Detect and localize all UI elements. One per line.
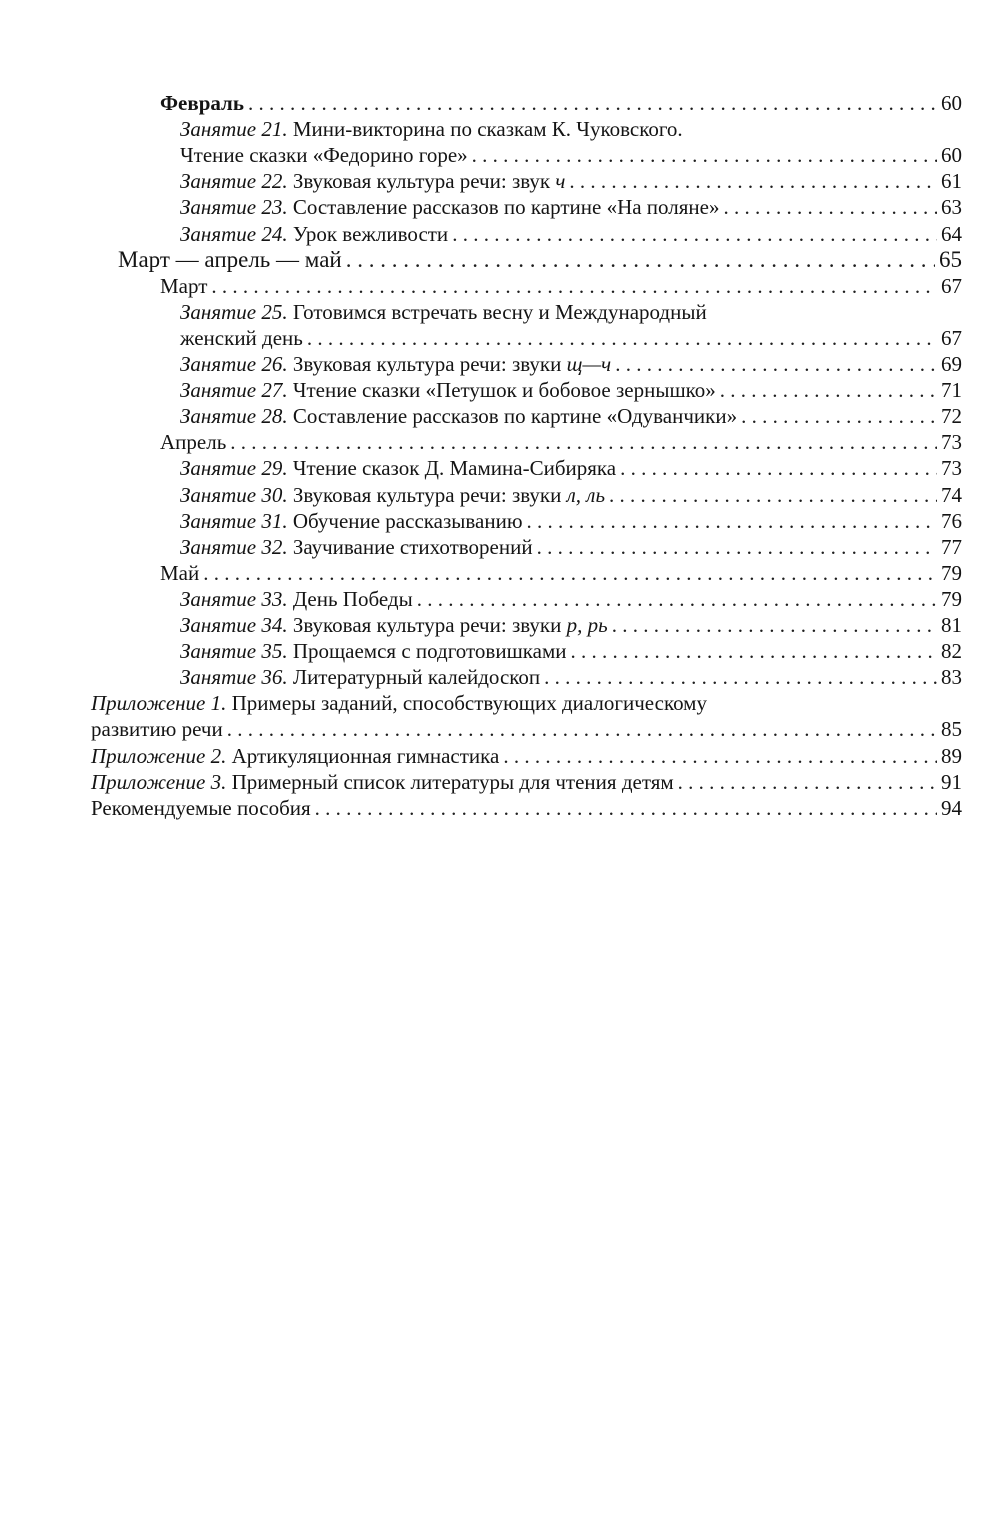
toc-row xyxy=(180,612,962,638)
dot-leader xyxy=(620,455,937,481)
dot-leader xyxy=(569,168,937,194)
toc-label: Занятие 34. xyxy=(180,613,288,637)
toc-label: Занятие 33. xyxy=(180,586,288,611)
toc-row xyxy=(91,690,962,716)
toc-title-text: Обучение рассказыванию xyxy=(292,508,523,533)
toc-row xyxy=(180,534,962,560)
toc-row xyxy=(180,377,962,403)
toc-row xyxy=(180,194,962,220)
page-number: 85 xyxy=(941,717,962,742)
toc-title-text: Апрель xyxy=(160,430,227,455)
dot-leader xyxy=(741,403,937,429)
dot-leader xyxy=(720,377,937,403)
toc-label: Занятие 31. xyxy=(180,508,288,533)
toc-row xyxy=(91,716,962,742)
toc-label: Приложение 3. xyxy=(91,769,227,794)
page-number: 89 xyxy=(941,743,962,768)
page-number: 79 xyxy=(941,586,962,611)
page-number: 61 xyxy=(941,169,962,194)
toc-row xyxy=(180,638,962,664)
page-number: 69 xyxy=(941,352,962,376)
toc-sound-emphasis: л, ль xyxy=(566,482,606,507)
toc-row xyxy=(91,769,962,795)
toc-row xyxy=(180,455,962,481)
toc-title-text: Звуковая культура речи: звуки xyxy=(292,613,567,637)
toc-title-text: Составление рассказов по картине «На поляне» xyxy=(292,195,720,220)
toc-title xyxy=(180,586,413,612)
toc-row xyxy=(180,403,962,429)
toc-title xyxy=(91,795,311,821)
toc-row xyxy=(160,273,962,299)
page-number: 67 xyxy=(941,325,962,350)
toc-title-text: Составление рассказов по картине «Одуванчики» xyxy=(292,404,738,429)
toc-label: Занятие 22. xyxy=(180,169,288,194)
page-number: 67 xyxy=(941,273,962,298)
toc-sound-emphasis: ч xyxy=(555,169,566,194)
toc-label: Занятие 23. xyxy=(180,195,288,220)
toc-title xyxy=(180,455,616,481)
toc-row xyxy=(180,221,962,247)
toc-row xyxy=(180,299,962,325)
toc-row xyxy=(91,795,962,821)
page-number: 81 xyxy=(941,613,962,637)
dot-leader xyxy=(417,586,937,612)
toc-title xyxy=(180,508,523,534)
page-number: 72 xyxy=(941,404,962,429)
toc-title-text: Примеры заданий, способствующих диалогическому xyxy=(231,691,707,716)
dot-leader xyxy=(315,795,937,821)
dot-leader xyxy=(609,482,937,508)
toc-title xyxy=(180,117,683,141)
toc-title-text: Февраль xyxy=(160,91,244,115)
dot-leader xyxy=(527,508,937,534)
toc-title xyxy=(180,612,608,638)
dot-leader xyxy=(537,534,937,560)
toc-title xyxy=(180,664,540,690)
toc-row xyxy=(180,664,962,690)
toc-row xyxy=(160,90,962,116)
toc-title-text: День Победы xyxy=(292,586,413,611)
toc-row xyxy=(180,351,962,377)
toc-title-text: женский день xyxy=(180,325,303,350)
dot-leader xyxy=(570,638,937,664)
page-number: 60 xyxy=(941,143,962,168)
dot-leader xyxy=(544,664,937,690)
page-number: 91 xyxy=(941,769,962,794)
toc-title xyxy=(180,403,737,429)
toc-title xyxy=(91,769,674,795)
toc-title xyxy=(180,221,448,247)
dot-leader xyxy=(211,273,937,299)
toc-label: Занятие 21. xyxy=(180,117,288,142)
toc-row xyxy=(180,142,962,168)
toc-label: Занятие 28. xyxy=(180,404,288,429)
toc-label: Занятие 29. xyxy=(180,456,288,481)
page-number: 71 xyxy=(941,378,962,403)
toc-title-text: Рекомендуемые пособия xyxy=(91,795,311,820)
dot-leader xyxy=(346,247,935,273)
toc-title-text: Чтение сказки «Петушок и бобовое зернышко» xyxy=(292,378,716,403)
toc-row xyxy=(118,247,962,273)
toc-title xyxy=(160,273,207,299)
toc-row xyxy=(180,325,962,351)
toc-title-text: Чтение сказки «Федорино горе» xyxy=(180,143,468,168)
toc-title xyxy=(180,325,303,351)
dot-leader xyxy=(503,743,937,769)
dot-leader xyxy=(472,142,937,168)
toc-row xyxy=(180,508,962,534)
toc-title-text: Март xyxy=(160,273,208,298)
toc-label: Приложение 1. xyxy=(91,691,227,716)
toc-label: Занятие 32. xyxy=(180,534,288,559)
page-number: 63 xyxy=(941,195,962,220)
dot-leader xyxy=(452,221,937,247)
toc-label: Занятие 27. xyxy=(180,378,288,403)
toc-row xyxy=(160,560,962,586)
toc-title-text: Артикуляционная гимнастика xyxy=(231,743,500,768)
toc-label: Приложение 2. xyxy=(91,743,227,768)
dot-leader xyxy=(307,325,937,351)
toc-title-text: Прощаемся с подготовишками xyxy=(292,639,567,664)
toc-title xyxy=(160,429,226,455)
page-number: 64 xyxy=(941,221,962,246)
page-number: 73 xyxy=(941,456,962,481)
page-number: 79 xyxy=(941,560,962,585)
page-number: 60 xyxy=(941,91,962,115)
page-number: 82 xyxy=(941,639,962,664)
page-number: 76 xyxy=(941,508,962,533)
toc-title-text: развитию речи xyxy=(91,717,223,742)
toc-label: Занятие 25. xyxy=(180,299,288,324)
toc-row xyxy=(91,743,962,769)
toc-title xyxy=(180,534,533,560)
toc-label: Занятие 24. xyxy=(180,221,288,246)
toc-title-text: Звуковая культура речи: звуки xyxy=(292,482,567,507)
toc-title-text: Март — апрель — май xyxy=(118,246,342,272)
dot-leader xyxy=(227,716,937,742)
toc-title xyxy=(118,247,342,273)
toc-sound-emphasis: щ—ч xyxy=(566,352,612,376)
toc-row xyxy=(180,586,962,612)
toc-title xyxy=(91,743,499,769)
toc-title xyxy=(180,351,611,377)
toc-title-text: Май xyxy=(160,560,200,585)
toc-title-text: Примерный список литературы для чтения детям xyxy=(231,769,674,794)
toc-row xyxy=(160,429,962,455)
dot-leader xyxy=(723,194,937,220)
page-number: 83 xyxy=(941,665,962,690)
page-number: 74 xyxy=(941,482,962,507)
page-number: 77 xyxy=(941,534,962,559)
toc-title xyxy=(180,142,468,168)
toc-title xyxy=(180,377,716,403)
toc-title xyxy=(180,638,566,664)
toc-title-text: Готовимся встречать весну и Международный xyxy=(292,299,707,324)
toc-title-text: Литературный калейдоскоп xyxy=(292,665,541,690)
toc-row xyxy=(180,168,962,194)
toc-row xyxy=(180,482,962,508)
toc-title xyxy=(160,560,199,586)
dot-leader xyxy=(230,429,937,455)
toc-title-text: Урок вежливости xyxy=(292,221,449,246)
dot-leader xyxy=(612,612,937,638)
toc-sound-emphasis: р, рь xyxy=(566,613,608,637)
toc-title xyxy=(91,716,223,742)
toc-label: Занятие 35. xyxy=(180,639,288,664)
page-number: 73 xyxy=(941,430,962,455)
toc-title xyxy=(180,482,605,508)
page-number: 65 xyxy=(939,246,962,272)
dot-leader xyxy=(615,351,937,377)
dot-leader xyxy=(678,769,937,795)
toc-title-text: Звуковая культура речи: звуки xyxy=(292,352,567,376)
toc-title xyxy=(160,90,244,116)
dot-leader xyxy=(203,560,937,586)
toc-label: Занятие 30. xyxy=(180,482,288,507)
toc-title xyxy=(91,691,707,715)
toc-title-text: Чтение сказок Д. Мамина-Сибиряка xyxy=(292,456,617,481)
toc-row xyxy=(180,116,962,142)
toc-title-text: Звуковая культура речи: звук xyxy=(292,169,556,194)
toc-title-text: Мини-викторина по сказкам К. Чуковского. xyxy=(292,117,683,142)
dot-leader xyxy=(248,90,937,116)
toc-title xyxy=(180,168,565,194)
toc-label: Занятие 36. xyxy=(180,665,288,690)
page-number: 94 xyxy=(941,795,962,820)
toc-title-text: Заучивание стихотворений xyxy=(292,534,533,559)
toc-title xyxy=(180,300,707,324)
toc-label: Занятие 26. xyxy=(180,352,288,376)
toc-title xyxy=(180,194,719,220)
